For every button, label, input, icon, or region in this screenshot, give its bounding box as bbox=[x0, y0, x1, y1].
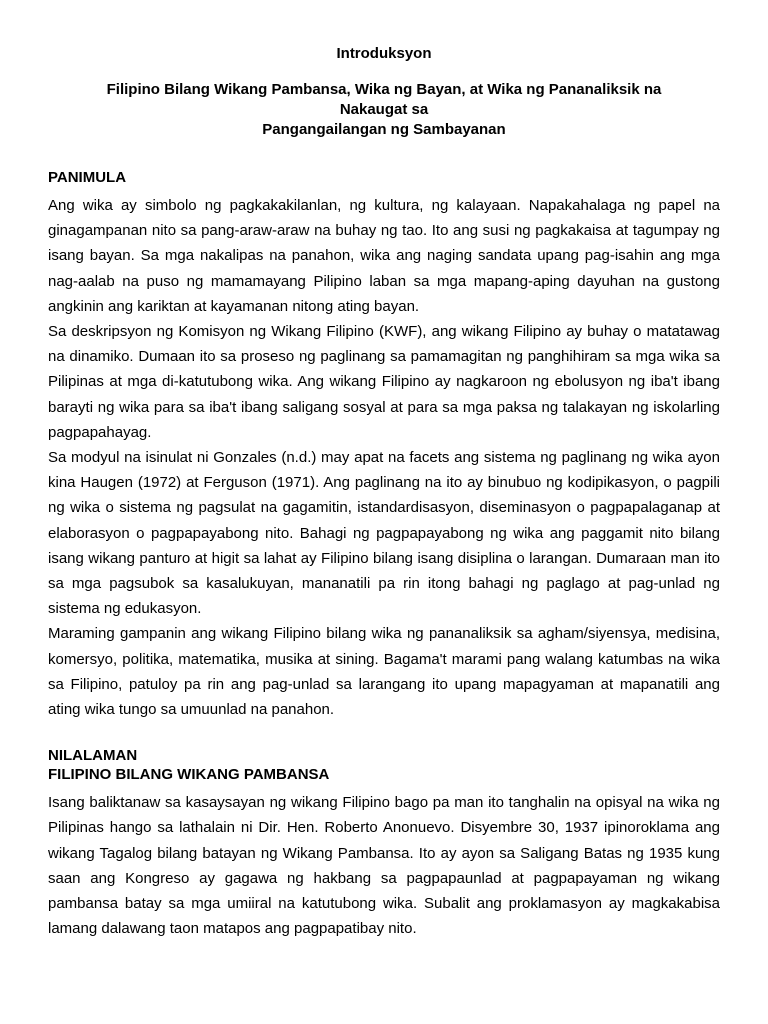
document-title: Introduksyon bbox=[336, 45, 432, 62]
paragraph: Isang baliktanaw sa kasaysayan ng wikang Filipino bago pa man ito tanghalin na opisyal na wika ng Pilipinas hango sa lathalain ni Dir. Hen. Roberto Anonuevo. Disyembre 30, 1937 ipinoroklama ang wikang Tagalog bilang batayan ng Wikang Pambansa. Ito ay ayon sa Saligang Batas ng 1935 kung saan ang Kongreso ay gagawa ng hakbang sa pagpapaunlad at pagpapayaman ng wikang pambansa batay sa mga umiiral na katutubong wika. Subalit ang proklamasyon ay magkakabisa lamang dalawang taon matapos ang pagpapatibay nito. bbox=[48, 794, 720, 938]
heading-line: NILALAMAN bbox=[48, 747, 138, 765]
paragraph: Ang wika ay simbolo ng pagkakakilanlan, ng kultura, ng kalayaan. Napakahalaga ng papel na ginagampanan nito sa pang-araw-araw na buhay ng tao. Ito ang susi ng pagkakaisa at tagumpay ng isang bayan. Sa mga nakalipas na panahon, wika ang naging sandata upang pag-isahin ang mga nag-aalab na puso ng mamamayang Pilipino laban sa mga mapang-aping dayuhan na gustong angkinin ang kariktan at kayamanan nitong ating bayan. bbox=[48, 197, 720, 315]
paragraph: Sa deskripsyon ng Komisyon ng Wikang Filipino (KWF), ang wikang Filipino ay buhay o matatawag na dinamiko. Dumaan ito sa proseso ng paglinang sa pamamagitan ng panghihiram sa mga wika sa Pilipinas at mga di-katutubong wika. Ang wikang Filipino ay nagkaroon ng ebolusyon ng iba't ibang barayti ng wika para sa iba't ibang saligang sosyal at para sa mga paksa ng talakayan ng iskolarling pagpapahayag. bbox=[48, 323, 720, 441]
subtitle-line: Filipino Bilang Wikang Pambansa, Wika ng Bayan, at Wika ng Pananaliksik na bbox=[106, 81, 662, 98]
subtitle-line: Pangangailangan ng Sambayanan bbox=[262, 121, 506, 138]
paragraph: Maraming gampanin ang wikang Filipino bilang wika ng pananaliksik sa agham/siyensya, medisina, komersyo, politika, matematika, musika at sining. Bagama't marami pang walang katumbas na wika sa Filipino, patuloy pa rin ang pag-unlad sa larangang ito upang mapagyaman at mapanatili ang ating wika tungo sa umuunlad na panahon. bbox=[48, 625, 720, 719]
subtitle-line: Nakaugat sa bbox=[339, 101, 429, 118]
section-nilalaman bbox=[48, 746, 720, 941]
section-heading bbox=[48, 168, 720, 187]
heading-line: PANIMULA bbox=[48, 169, 127, 186]
paragraph: Sa modyul na isinulat ni Gonzales (n.d.) may apat na facets ang sistema ng paglinang ng wika ayon kina Haugen (1972) at Ferguson (1971). Ang paglinang na ito ay binubuo ng kodipikasyon, o pagpili ng wika o sistema ng pagsulat na gagamitin, istandardisasyon, diseminasyon o pagpapalaganap at elaborasyon o pagpapayabong nito. Bahagi ng pagpapayabong ng wika ang paggamit nito bilang isang wikang panturo at higit sa lahat ay Filipino bilang isang disiplina o larangan. Dumaraan man ito sa mga pagsubok sa kasalukuyan, mananatili pa rin itong bahagi ng paglago at pag-unlad ng sistema ng edukasyon. bbox=[48, 449, 720, 618]
section-panimula bbox=[48, 168, 720, 722]
section-spacer bbox=[48, 722, 720, 746]
section-heading bbox=[48, 746, 720, 784]
heading-line: FILIPINO BILANG WIKANG PAMBANSA bbox=[48, 766, 330, 784]
document-subtitle bbox=[48, 80, 720, 140]
